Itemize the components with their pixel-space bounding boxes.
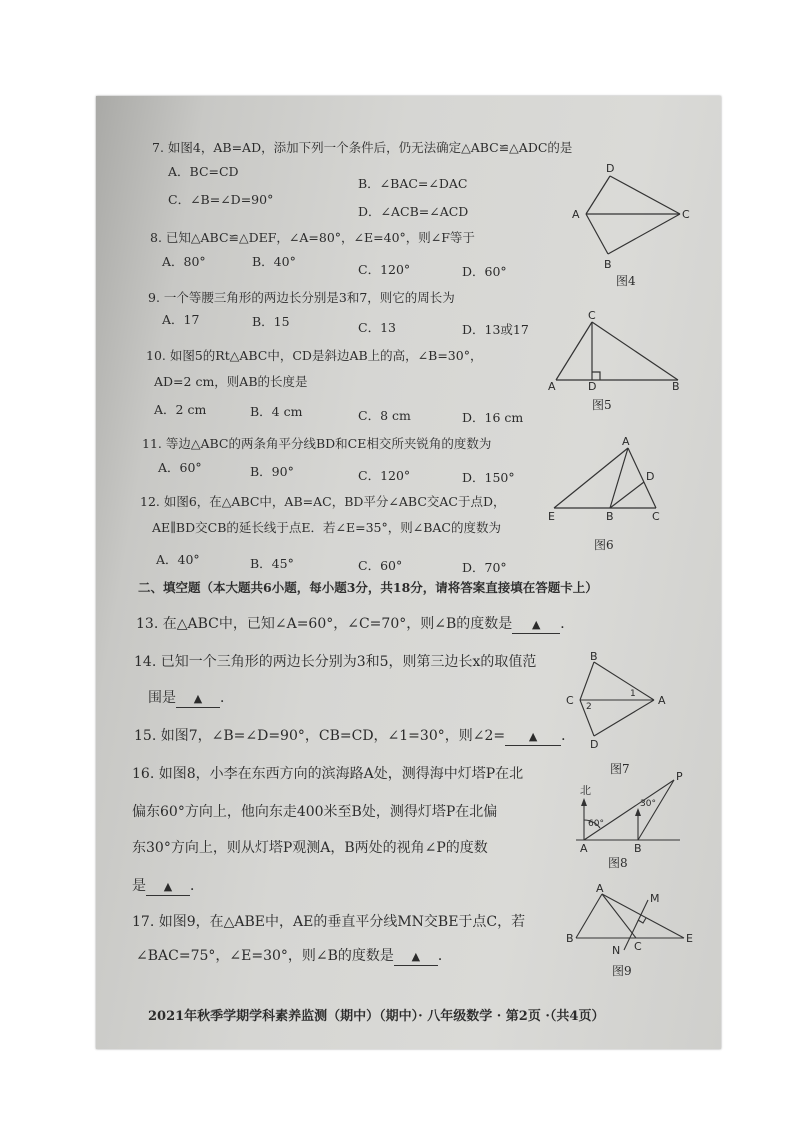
fig8-label-a: A — [580, 842, 588, 855]
fig5-label-c: C — [588, 309, 596, 322]
fig9-label-e: E — [686, 932, 693, 945]
fig9-caption: 图9 — [612, 964, 632, 978]
q13-text: 13. 在△ABC中，已知∠A=60°，∠C=70°，则∠B的度数是 — [136, 616, 513, 632]
q8-option-d: D．60° — [462, 264, 507, 279]
q8-option-b: B．40° — [252, 254, 296, 269]
fig9-label-a: A — [596, 882, 604, 895]
q11-stem: 11. 等边△ABC的两条角平分线BD和CE相交所夹锐角的度数为 — [142, 436, 492, 451]
q7-option-d: D．∠ACB=∠ACD — [358, 204, 469, 219]
q13-answer-blank[interactable] — [512, 616, 560, 634]
fig6-label-c: C — [652, 510, 660, 523]
q16-post: ． — [190, 878, 204, 894]
fig7-caption: 图7 — [610, 762, 630, 776]
fig8-angle-60: 60° — [588, 819, 604, 829]
fig6-caption: 图6 — [594, 538, 614, 552]
q10-option-a: A．2 cm — [154, 402, 207, 417]
q9-option-a: A．17 — [162, 312, 200, 327]
q10-option-b: B．4 cm — [250, 404, 303, 419]
section-2-heading: 二、填空题（本大题共6小题，每小题3分，共18分，请将答案直接填在答题卡上） — [138, 580, 598, 595]
figure-6 — [550, 436, 700, 526]
fig4-label-c: C — [682, 208, 690, 221]
page-footer: 2021年秋季学期学科素养监测（期中）（期中）· 八年级数学 · 第2页 ·（共4页） — [148, 1009, 605, 1024]
q9-stem: 9. 一个等腰三角形的两边长分别是3和7，则它的周长为 — [148, 290, 455, 305]
q16-blank-mark: ▲ — [163, 880, 173, 893]
q16-stem-line1: 16. 如图8，小李在东西方向的滨海路A处，测得海中灯塔P在北 — [132, 766, 524, 782]
exam-page — [96, 96, 721, 1049]
figure-8 — [576, 770, 686, 856]
fig7-angle-1: 1 — [630, 689, 636, 699]
fig6-label-a: A — [622, 435, 630, 448]
q8-option-c: C．120° — [358, 262, 411, 277]
q16-answer-blank[interactable] — [146, 878, 190, 896]
q15-stem — [134, 728, 575, 746]
q15-post: ． — [561, 728, 576, 744]
q11-option-b: B．90° — [250, 464, 294, 479]
q11-option-c: C．120° — [358, 468, 411, 483]
q10-stem-line2: AD=2 cm，则AB的长度是 — [154, 374, 308, 389]
q12-option-d: D．70° — [462, 560, 507, 575]
q15-text: 15. 如图7，∠B=∠D=90°，CB=CD，∠1=30°，则∠2= — [134, 728, 506, 744]
q11-option-d: D．150° — [462, 470, 515, 485]
q17-text: ∠BAC=75°，∠E=30°，则∠B的度数是 — [136, 948, 394, 964]
q14-stem-line2 — [148, 690, 234, 708]
q16-stem-line2: 偏东60°方向上，他向东走400米至B处，测得灯塔P在北偏 — [132, 804, 498, 820]
fig5-label-a: A — [548, 380, 556, 393]
q13-blank-mark: ▲ — [532, 618, 541, 631]
q16-stem-line4 — [132, 878, 204, 896]
fig8-label-b: B — [634, 842, 642, 855]
fig4-label-d: D — [606, 162, 615, 175]
q16-text: 是 — [132, 878, 146, 894]
q14-answer-blank[interactable] — [176, 690, 220, 708]
q7-option-b: B．∠BAC=∠DAC — [358, 176, 468, 191]
q11-option-a: A．60° — [158, 460, 202, 475]
q13-post: ． — [560, 616, 575, 632]
fig8-label-p: P — [676, 770, 683, 783]
q7-stem: 7. 如图4，AB=AD，添加下列一个条件后，仍无法确定△ABC≌△ADC的是 — [152, 140, 573, 155]
q12-option-a: A．40° — [156, 552, 200, 567]
fig8-caption: 图8 — [608, 856, 628, 870]
q13-stem — [136, 616, 574, 634]
fig6-label-e: E — [548, 510, 555, 523]
q12-stem-line2: AE∥BD交CB的延长线于点E．若∠E=35°，则∠BAC的度数为 — [152, 520, 501, 535]
q9-option-d: D．13或17 — [462, 322, 529, 337]
q17-stem-line1: 17. 如图9，在△ABE中，AE的垂直平分线MN交BE于点C，若 — [132, 914, 526, 930]
fig6-label-d: D — [646, 470, 655, 483]
q12-option-b: B．45° — [250, 556, 294, 571]
fig7-label-b: B — [590, 650, 598, 663]
fig9-label-b: B — [566, 932, 574, 945]
q10-option-c: C．8 cm — [358, 408, 411, 423]
fig5-label-b: B — [672, 380, 680, 393]
fig9-label-m: M — [650, 892, 660, 905]
fig6-label-b: B — [606, 510, 614, 523]
q14-post: ． — [220, 690, 234, 706]
fig4-label-b: B — [604, 258, 612, 271]
q12-option-c: C．60° — [358, 558, 403, 573]
q17-answer-blank[interactable] — [394, 948, 438, 966]
fig7-label-a: A — [658, 694, 666, 707]
fig9-label-c: C — [634, 940, 642, 953]
q7-option-c: C．∠B=∠D=90° — [168, 192, 274, 207]
figure-5 — [548, 309, 688, 394]
fig9-label-n: N — [612, 944, 621, 957]
fig5-caption: 图5 — [592, 398, 612, 412]
fig8-label-north: 北 — [580, 784, 591, 797]
q15-blank-mark: ▲ — [528, 730, 538, 743]
fig8-angle-30: 30° — [640, 799, 656, 809]
q15-answer-blank[interactable] — [505, 728, 561, 746]
q12-stem-line1: 12. 如图6，在△ABC中，AB=AC，BD平分∠ABC交AC于点D， — [140, 494, 506, 509]
q10-option-d: D．16 cm — [462, 410, 524, 425]
fig7-label-c: C — [566, 694, 574, 707]
figure-9 — [566, 882, 696, 970]
fig7-angle-2: 2 — [586, 702, 592, 712]
q9-option-c: C．13 — [358, 320, 396, 335]
q9-option-b: B．15 — [252, 314, 290, 329]
q7-option-a: A．BC=CD — [168, 164, 239, 179]
q16-stem-line3: 东30°方向上，则从灯塔P观测A，B两处的视角∠P的度数 — [132, 840, 488, 856]
q8-option-a: A．80° — [162, 254, 206, 269]
fig4-caption: 图4 — [616, 274, 636, 288]
q14-stem-line1: 14. 已知一个三角形的两边长分别为3和5，则第三边长x的取值范 — [134, 654, 537, 670]
figure-4 — [570, 162, 690, 278]
fig7-label-d: D — [590, 738, 599, 751]
q10-stem-line1: 10. 如图5的Rt△ABC中，CD是斜边AB上的高，∠B=30°， — [146, 348, 483, 363]
fig5-label-d: D — [588, 380, 597, 393]
q8-stem: 8. 已知△ABC≌△DEF，∠A=80°，∠E=40°，则∠F等于 — [150, 230, 475, 245]
q14-text: 围是 — [148, 690, 176, 706]
q17-stem-line2 — [136, 948, 452, 966]
q14-blank-mark: ▲ — [193, 692, 203, 705]
q17-post: ． — [437, 948, 452, 964]
fig4-label-a: A — [572, 208, 580, 221]
figure-7 — [566, 650, 686, 751]
q17-blank-mark: ▲ — [411, 950, 421, 963]
